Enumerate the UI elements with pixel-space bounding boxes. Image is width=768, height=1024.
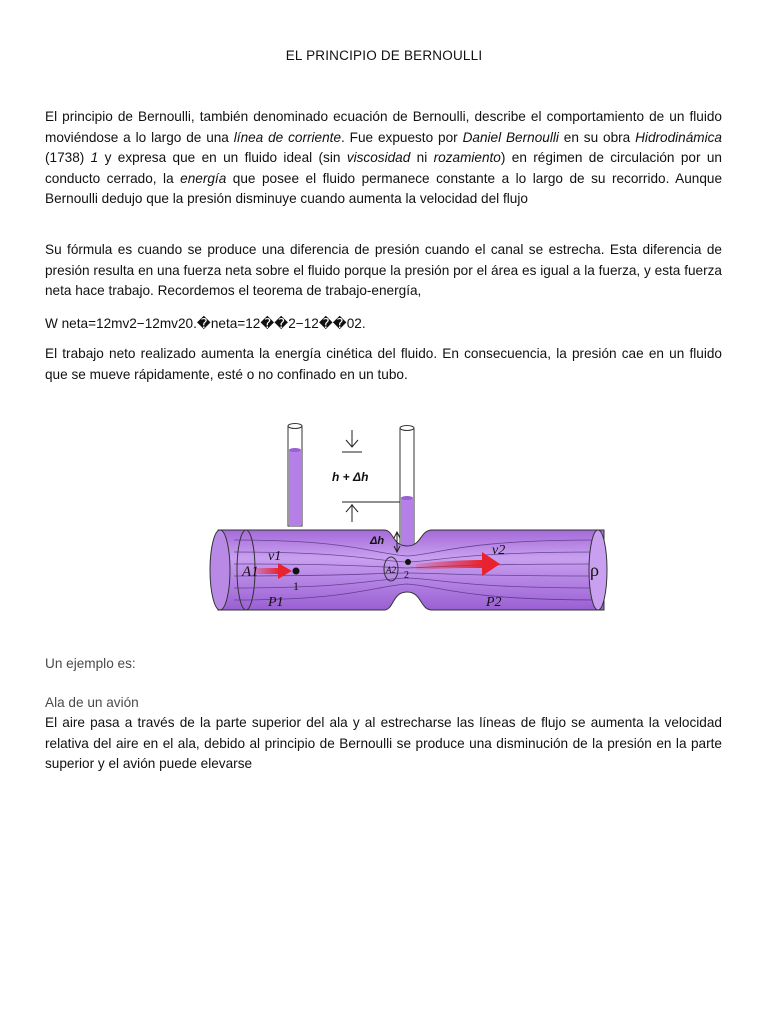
p1-label: P1 [268, 595, 284, 610]
paragraph-intro-segment: viscosidad [346, 150, 411, 165]
v2-label: v2 [492, 543, 506, 558]
paragraph-intro [45, 107, 722, 210]
paragraph-intro-segment: que posee el fluido permanece constante a lo largo de su recorrido. Aunque Bernoulli dedujo que la presión disminuye cuando aumenta la velocidad del flujo [45, 170, 723, 206]
paragraph-intro-segment: 1 [90, 150, 99, 165]
left-manometer-tube [288, 424, 302, 527]
venturi-svg [204, 418, 620, 626]
paragraph-intro-segment: (1738) [45, 150, 91, 165]
paragraph-intro-segment: energía [180, 170, 227, 186]
delta-h-label: Δh [370, 535, 385, 547]
point-2-label: 2 [404, 570, 409, 581]
paragraph-intro-segment: ) en régimen de circulación por un conducto cerrado, la [45, 150, 722, 186]
paragraph-intro-segment: Hidrodinámica [635, 129, 722, 145]
paragraph-kinetic-energy: El trabajo neto realizado aumenta la energía cinética del fluido. En consecuencia, la presión cae en un fluido que se mueve rápidamente, esté o no confinado en un tubo. [45, 346, 722, 382]
a2-label: A2 [386, 565, 396, 575]
point-2-marker [405, 559, 411, 565]
right-manometer-tube [400, 426, 414, 554]
paragraph-intro-segment: rozamiento [433, 150, 501, 165]
v1-label: v1 [268, 549, 282, 564]
paragraph-intro-segment: y expresa que en un fluido ideal (sin [98, 150, 347, 165]
paragraph-wing-example: El aire pasa a través de la parte superior del ala y al estrecharse las líneas de flujo se aumenta la velocidad relativa del aire en el ala, debido al principio de Bernoulli se produce una disminución de la presión en la parte superior y el avión puede elevarse [45, 715, 722, 771]
a1-label: A1 [242, 564, 259, 580]
paragraph-intro-segment: Daniel Bernoulli [462, 129, 559, 145]
left-end-cap [210, 530, 230, 610]
paragraph-intro-segment: en su obra [558, 129, 636, 145]
venturi-tube-diagram [204, 418, 620, 626]
paragraph-intro-segment: línea de corriente [233, 129, 342, 145]
paragraph-intro-segment: . Fue expuesto por [341, 129, 463, 145]
paragraph-formula-intro: Su fórmula es cuando se produce una diferencia de presión cuando el canal se estrecha. Esta diferencia de presión resulta en una fuerza neta sobre el fluido porque la presión por el área es igual a la fuerza, y esta fuerza neta hace trabajo. Recordemos el teorema de trabajo-energía, [45, 242, 722, 298]
page-title: EL PRINCIPIO DE BERNOULLI [285, 48, 483, 63]
rho-label: ρ [590, 560, 599, 580]
point-1-label: 1 [293, 579, 299, 593]
point-1-marker [293, 568, 300, 575]
height-total-label: h + Δh [332, 470, 369, 484]
example-intro: Un ejemplo es: [45, 656, 136, 671]
paragraph-intro-segment: ni [410, 150, 434, 165]
example-subheading: Ala de un avión [45, 695, 139, 710]
p2-label: P2 [486, 595, 502, 610]
paragraph-intro-segment: El principio de Bernoulli, también denominado ecuación de Bernoulli, describe el comportamiento de un fluido moviéndose a lo largo de una [45, 109, 722, 145]
work-energy-formula: W neta=12mv2−12mv20.�neta=12��2−12��02. [45, 316, 366, 331]
